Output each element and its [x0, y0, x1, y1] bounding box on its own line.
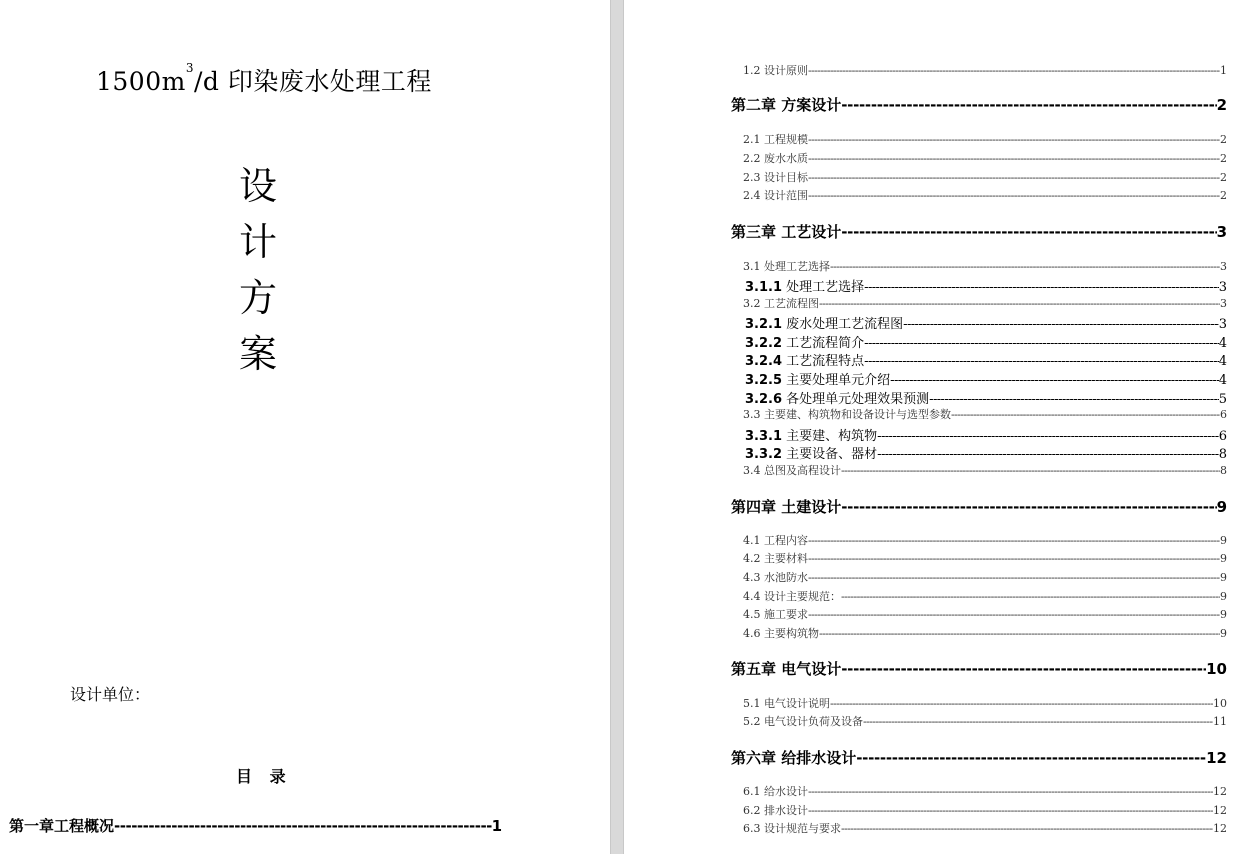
page-gutter	[610, 0, 624, 854]
toc-page-number: 10	[1213, 697, 1227, 710]
toc-page-number: 9	[1220, 571, 1227, 584]
toc-leader	[808, 64, 1220, 77]
toc-page-number: 9	[1220, 608, 1227, 621]
vertical-title-char: 计	[238, 220, 277, 264]
toc-leader	[841, 498, 1216, 516]
toc-entry-label: 2.4 设计范围	[743, 189, 808, 202]
toc-page-number: 9	[1220, 534, 1227, 547]
toc-entry-section[interactable]	[743, 695, 1227, 711]
toc-entry-label	[745, 443, 877, 462]
toc-entry-label: 4.2 主要材料	[743, 552, 808, 565]
toc-leader	[841, 464, 1220, 477]
toc-leader	[808, 534, 1220, 547]
toc-entry-subsection[interactable]	[745, 313, 1227, 332]
title-main: 1500m	[96, 67, 186, 96]
toc-entry-section[interactable]	[743, 550, 1227, 566]
toc-page-number: 12	[1213, 785, 1227, 798]
toc-entry-label: 6.1 给水设计	[743, 785, 808, 798]
toc-entry-number: 3.1.1	[745, 280, 783, 295]
toc-page-number: 5	[1218, 392, 1227, 407]
toc-page-number: 6	[1220, 408, 1227, 421]
toc-list	[624, 0, 1237, 854]
toc-leader	[863, 715, 1213, 728]
toc-entry-section[interactable]	[743, 462, 1227, 478]
toc-entry-number: 3.2.6	[745, 392, 783, 407]
toc-page-number: 3	[1220, 260, 1227, 273]
toc-entry-section[interactable]	[743, 588, 1227, 604]
toc-leader	[841, 590, 1220, 603]
toc-leader	[808, 133, 1220, 146]
toc-leader	[808, 608, 1220, 621]
toc-page-number: 9	[1220, 590, 1227, 603]
toc-page-number: 4	[1218, 354, 1227, 369]
toc-leader	[929, 392, 1219, 407]
toc-page-number: 3	[1218, 280, 1227, 295]
toc-leader	[856, 749, 1206, 767]
toc-entry-label	[745, 313, 903, 332]
toc-entry-number: 3.2.5	[745, 373, 783, 388]
toc-entry-label: 4.1 工程内容	[743, 534, 808, 547]
toc-entry-text: 废水处理工艺流程图	[782, 317, 904, 332]
toc-entry-chapter[interactable]	[731, 747, 1227, 768]
toc-page-number: 12	[1206, 749, 1227, 767]
toc-entry-section[interactable]	[743, 625, 1227, 641]
toc-leader	[841, 660, 1206, 678]
toc-leader	[951, 408, 1220, 421]
toc-page-number: 2	[1220, 189, 1227, 202]
toc-leader	[864, 336, 1219, 351]
design-plan-vertical-title	[236, 158, 280, 382]
toc-page-number: 12	[1213, 822, 1227, 835]
toc-entry-chapter[interactable]	[731, 221, 1227, 242]
toc-entry-text: 工艺流程简介	[782, 336, 865, 351]
toc-entry-label: 3.4 总图及高程设计	[743, 464, 841, 477]
toc-entry-number: 3.2.1	[745, 317, 783, 332]
toc-page-number: 9	[1216, 498, 1227, 516]
toc-entry-text: 主要设备、器材	[782, 447, 878, 462]
vertical-title-char: 设	[238, 164, 277, 208]
toc-page-number: 2	[1220, 133, 1227, 146]
toc-page-number: 9	[1220, 552, 1227, 565]
toc-entry-label: 第一章工程概况	[9, 817, 115, 835]
toc-entry-text: 处理工艺选择	[782, 280, 865, 295]
toc-entry-label	[745, 350, 864, 369]
toc-leader	[864, 280, 1219, 295]
toc-entry-chapter[interactable]	[731, 496, 1227, 517]
toc-leader	[808, 552, 1220, 565]
toc-leader	[841, 223, 1216, 241]
toc-entry-number: 3.2.2	[745, 336, 783, 351]
toc-leader	[819, 297, 1220, 310]
toc-entry-label	[745, 388, 929, 407]
toc-entry-section[interactable]	[743, 169, 1227, 185]
toc-leader	[864, 354, 1219, 369]
design-unit-label: 设计单位：	[70, 685, 151, 704]
toc-leader	[841, 96, 1216, 114]
toc-leader	[819, 627, 1220, 640]
toc-entry-label: 4.6 主要构筑物	[743, 627, 819, 640]
toc-leader	[841, 822, 1213, 835]
toc-leader	[877, 447, 1219, 462]
toc-entry-label: 3.2 工艺流程图	[743, 297, 819, 310]
toc-entry-text: 主要处理单元介绍	[782, 373, 891, 388]
toc-entry-section[interactable]	[743, 258, 1227, 274]
toc-entry-chapter[interactable]	[731, 94, 1227, 115]
toc-entry-subsection[interactable]	[745, 350, 1227, 369]
toc-leader	[830, 260, 1220, 273]
toc-entry-section[interactable]	[743, 131, 1227, 147]
toc-entry-label	[745, 425, 877, 444]
toc-page-number: 6	[1218, 429, 1227, 444]
toc-entry-label: 1.2 设计原则	[743, 64, 808, 77]
toc-page-number: 8	[1218, 447, 1227, 462]
toc-entry-label: 4.4 设计主要规范：	[743, 590, 841, 603]
toc-entry-chapter-1[interactable]	[9, 815, 502, 836]
document-page-right	[624, 0, 1237, 854]
toc-leader	[890, 373, 1219, 388]
toc-entry-label	[745, 332, 864, 351]
toc-entry-label: 4.3 水池防水	[743, 571, 808, 584]
toc-leader	[808, 804, 1213, 817]
toc-entry-label: 5.2 电气设计负荷及设备	[743, 715, 863, 728]
vertical-title-char: 方	[238, 276, 277, 320]
toc-leader	[830, 697, 1213, 710]
toc-entry-section[interactable]	[743, 820, 1227, 836]
toc-entry-label: 4.5 施工要求	[743, 608, 808, 621]
toc-entry-section[interactable]	[743, 713, 1227, 729]
document-title	[96, 62, 432, 98]
toc-entry-label: 2.2 废水水质	[743, 152, 808, 165]
toc-entry-label: 第三章 工艺设计	[731, 223, 842, 241]
toc-entry-label: 第五章 电气设计	[731, 660, 842, 678]
toc-entry-number: 3.3.2	[745, 447, 783, 462]
toc-entry-chapter[interactable]	[731, 658, 1227, 679]
toc-entry-label: 2.1 工程规模	[743, 133, 808, 146]
toc-page-number: 4	[1218, 336, 1227, 351]
toc-page-number: 1	[491, 817, 502, 835]
toc-leader	[808, 189, 1220, 202]
toc-entry-section[interactable]	[743, 783, 1227, 799]
toc-leader	[903, 317, 1219, 332]
toc-entry-label: 3.1 处理工艺选择	[743, 260, 830, 273]
toc-entry-text: 工艺流程特点	[782, 354, 865, 369]
toc-entry-subsection[interactable]	[745, 369, 1227, 388]
toc-page-number: 3	[1218, 317, 1227, 332]
toc-entry-section[interactable]	[743, 295, 1227, 311]
toc-entry-section[interactable]	[743, 802, 1227, 818]
toc-heading: 目 录	[236, 767, 292, 786]
toc-entry-label: 第六章 给排水设计	[731, 749, 857, 767]
toc-entry-subsection[interactable]	[745, 276, 1227, 295]
title-superscript: 3	[185, 61, 194, 75]
toc-entry-section[interactable]	[743, 187, 1227, 203]
toc-entry-label: 第四章 土建设计	[731, 498, 842, 516]
toc-page-number: 4	[1218, 373, 1227, 388]
toc-leader	[808, 571, 1220, 584]
toc-entry-label: 5.1 电气设计说明	[743, 697, 830, 710]
toc-entry-text: 主要建、构筑物	[782, 429, 878, 444]
toc-entry-section[interactable]	[743, 569, 1227, 585]
toc-page-number: 10	[1206, 660, 1227, 678]
toc-page-number: 3	[1216, 223, 1227, 241]
title-rest: /d 印染废水处理工程	[193, 67, 432, 96]
toc-page-number: 12	[1213, 804, 1227, 817]
document-page-left	[0, 0, 610, 854]
toc-entry-label	[745, 276, 864, 295]
toc-leader	[877, 429, 1219, 444]
toc-page-number: 9	[1220, 627, 1227, 640]
toc-entry-section[interactable]	[743, 406, 1227, 422]
toc-entry-number: 3.2.4	[745, 354, 783, 369]
toc-entry-label: 3.3 主要建、构筑物和设备设计与选型参数	[743, 408, 951, 421]
toc-entry-text: 各处理单元处理效果预测	[782, 392, 930, 407]
toc-entry-label: 第二章 方案设计	[731, 96, 842, 114]
toc-page-number: 11	[1213, 715, 1227, 728]
toc-page-number: 2	[1220, 152, 1227, 165]
toc-entry-label: 6.2 排水设计	[743, 804, 808, 817]
toc-page-number: 2	[1216, 96, 1227, 114]
toc-entry-section[interactable]	[743, 62, 1227, 78]
toc-entry-label	[745, 369, 890, 388]
toc-entry-number: 3.3.1	[745, 429, 783, 444]
toc-entry-subsection[interactable]	[745, 332, 1227, 351]
toc-entry-subsection[interactable]	[745, 425, 1227, 444]
toc-entry-section[interactable]	[743, 150, 1227, 166]
vertical-title-char: 案	[238, 332, 277, 376]
toc-page-number: 1	[1220, 64, 1227, 77]
toc-entry-label: 2.3 设计目标	[743, 171, 808, 184]
toc-leader	[808, 152, 1220, 165]
toc-entry-section[interactable]	[743, 606, 1227, 622]
toc-leader	[114, 817, 492, 835]
toc-page-number: 2	[1220, 171, 1227, 184]
toc-entry-label: 6.3 设计规范与要求	[743, 822, 841, 835]
toc-page-number: 3	[1220, 297, 1227, 310]
toc-page-number: 8	[1220, 464, 1227, 477]
toc-leader	[808, 785, 1213, 798]
toc-leader	[808, 171, 1220, 184]
toc-entry-subsection[interactable]	[745, 443, 1227, 462]
toc-entry-section[interactable]	[743, 532, 1227, 548]
toc-entry-subsection[interactable]	[745, 388, 1227, 407]
